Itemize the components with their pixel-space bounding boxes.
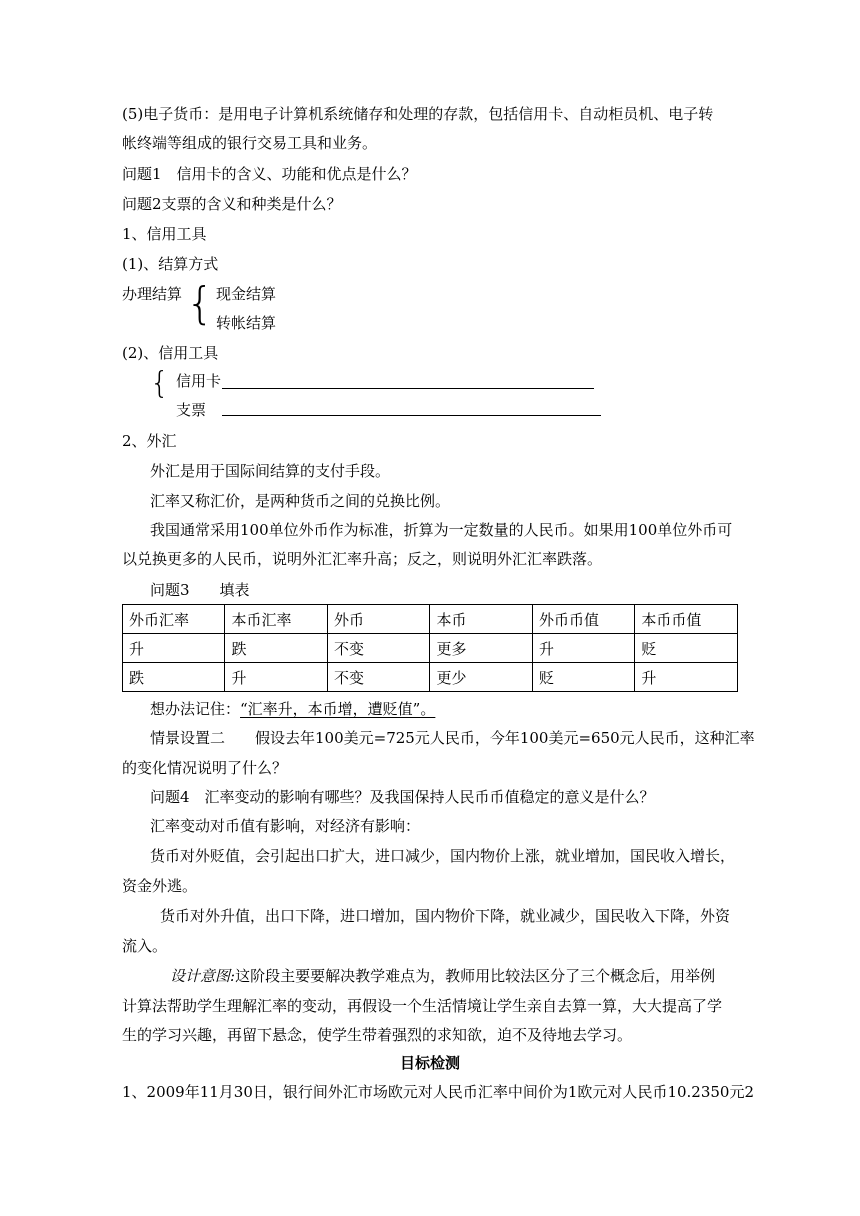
exchange-rate-table [122,604,738,692]
table-header-cell: 本币汇率 [225,605,327,634]
table-cell: 升 [532,634,634,663]
table-cell: 不变 [327,663,429,692]
table-cell: 贬 [635,634,738,663]
question-1: 问题1 信用卡的含义、功能和优点是什么？ [122,165,417,183]
fill-blank-line [222,415,601,416]
settlement-label: 办理结算 [122,285,183,303]
memo-prefix: 想办法记住： [150,700,241,718]
table-cell: 更多 [430,634,532,663]
subsection-settlement: (1)、结算方式 [122,255,219,273]
revaluation-line2: 流入。 [122,937,168,955]
memo-line [150,699,435,719]
subsection-credit-tools: (2)、信用工具 [122,344,219,362]
para-electronic-money-line2: 帐终端等组成的银行交易工具和业务。 [122,134,378,152]
standard-line2: 以兑换更多的人民币，说明外汇汇率升高；反之，则说明外汇汇率跌落。 [122,550,603,568]
fill-blank-line [222,388,594,389]
devaluation-line2: 资金外逃。 [122,877,198,895]
table-cell: 更少 [430,663,532,692]
memo-mnemonic: “汇率升，本币增，遭贬值”。 [240,700,436,718]
design-intent-line3: 生的学习兴趣，再留下悬念，使学生带着强烈的求知欲，迫不及待地去学习。 [122,1026,633,1044]
brace-icon: { [150,366,170,401]
table-header-cell: 外币 [327,605,429,634]
table-cell: 不变 [327,634,429,663]
table-row [123,663,738,692]
design-intent-line2: 计算法帮助学生理解汇率的变动，再假设一个生活情境让学生亲自去算一算，大大提高了学 [122,997,723,1015]
goal-test-heading: 目标检测 [399,1054,460,1072]
table-cell: 跌 [123,663,225,692]
question-2: 问题2支票的含义和种类是什么？ [122,195,342,213]
table-cell: 升 [123,634,225,663]
table-header-cell: 外币汇率 [123,605,225,634]
settlement-item-cash: 现金结算 [216,285,277,303]
standard-line1: 我国通常采用100单位外币作为标准，折算为一定数量的人民币。如果用100单位外币可 [150,521,733,539]
section-foreign-exchange: 2、外汇 [122,432,177,450]
credit-item-check: 支票 [176,401,207,419]
impact-intro: 汇率变动对币值有影响，对经济有影响： [150,817,421,835]
fx-definition: 外汇是用于国际间结算的支付手段。 [150,462,391,480]
settlement-item-transfer: 转帐结算 [216,314,277,332]
rate-definition: 汇率又称汇价，是两种货币之间的兑换比例。 [150,492,451,510]
credit-item-card: 信用卡 [176,372,222,390]
table-cell: 升 [635,663,738,692]
table-header-row [123,605,738,634]
table-cell: 跌 [225,634,327,663]
test-question-1: 1、2009年11月30日，银行间外汇市场欧元对人民币汇率中间价为1欧元对人民币10.2350元2 [122,1083,755,1101]
table-cell: 贬 [532,663,634,692]
section-credit-tools: 1、信用工具 [122,225,207,243]
design-intent-label: 设计意图: [170,967,236,985]
design-intent-line1 [170,966,715,986]
table-header-cell: 本币 [430,605,532,634]
table-row [123,634,738,663]
table-header-cell: 本币币值 [635,605,738,634]
table-header-cell: 外币币值 [532,605,634,634]
brace-icon: { [186,278,214,329]
question-4: 问题4 汇率变动的影响有哪些？及我国保持人民币币值稳定的意义是什么？ [150,788,655,806]
scenario-two-line1: 情景设置二 假设去年100美元=725元人民币，今年100美元=650元人民币，这种汇率 [150,729,755,747]
scenario-two-line2: 的变化情况说明了什么？ [122,759,288,777]
revaluation-line1: 货币对外升值，出口下降，进口增加，国内物价下降，就业减少，国民收入下降，外资 [160,907,731,925]
design-intent-text: 这阶段主要要解决教学难点为，教师用比较法区分了三个概念后，用举例 [235,967,716,985]
devaluation-line1: 货币对外贬值，会引起出口扩大，进口减少，国内物价上涨，就业增加，国民收入增长， [150,847,736,865]
para-electronic-money-line1: (5)电子货币：是用电子计算机系统储存和处理的存款，包括信用卡、自动柜员机、电子转 [122,105,714,123]
table-cell: 升 [225,663,327,692]
question-3: 问题3 填表 [150,581,250,599]
